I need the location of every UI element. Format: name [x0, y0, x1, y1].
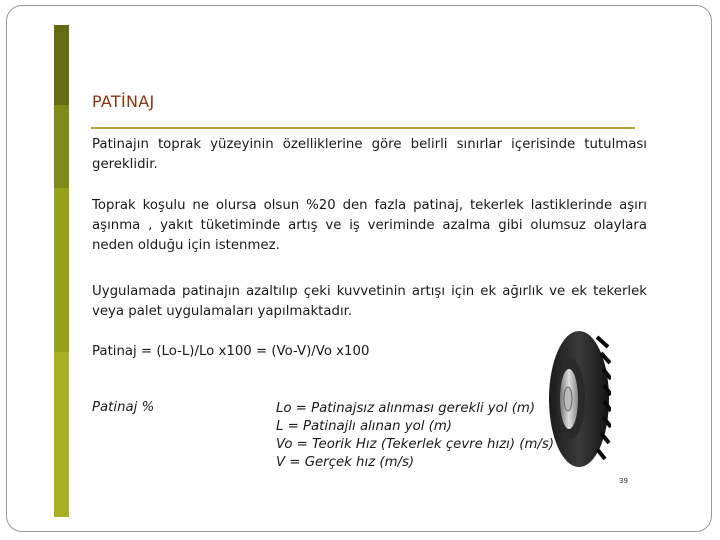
accent-bar-segment: [54, 105, 69, 188]
slide: [6, 5, 712, 532]
variable-definitions: [276, 400, 554, 472]
page-number: 39: [619, 477, 628, 485]
accent-bar-segment: [54, 352, 69, 517]
definition-vo: Vo = Teorik Hız (Tekerlek çevre hızı) (m/s): [276, 437, 555, 452]
accent-bar-segment: [54, 25, 69, 105]
definition-lo: Lo = Patinajsız alınması gerekli yol (m): [276, 401, 536, 416]
accent-bar-segment: [54, 188, 69, 352]
paragraph-1: Patinajın toprak yüzeyinin özelliklerine göre belirli sınırlar içerisinde tutulması gereklidir.: [92, 137, 647, 172]
slip-formula: Patinaj = (Lo-L)/Lo x100 = (Vo-V)/Vo x100: [92, 344, 370, 359]
definition-v: V = Gerçek hız (m/s): [276, 455, 415, 470]
paragraph-3: Uygulamada patinajın azaltılıp çeki kuvvetinin artışı için ek ağırlık ve ek tekerlek veya palet uygulamaları yapılmaktadır.: [92, 284, 647, 319]
definition-l: L = Patinajlı alınan yol (m): [276, 419, 452, 434]
title-divider: [91, 127, 635, 129]
patinaj-percent-label: Patinaj %: [92, 400, 155, 415]
tractor-tire-icon: [541, 329, 611, 469]
slide-title: PATİNAJ: [92, 92, 155, 111]
paragraph-2: Toprak koşulu ne olursa olsun %20 den fazla patinaj, tekerlek lastiklerinde aşırı aşınma , yakıt tüketiminde artış ve iş veriminde azalma gibi olumsuz olaylara neden olduğu için istenmez.: [92, 198, 647, 253]
